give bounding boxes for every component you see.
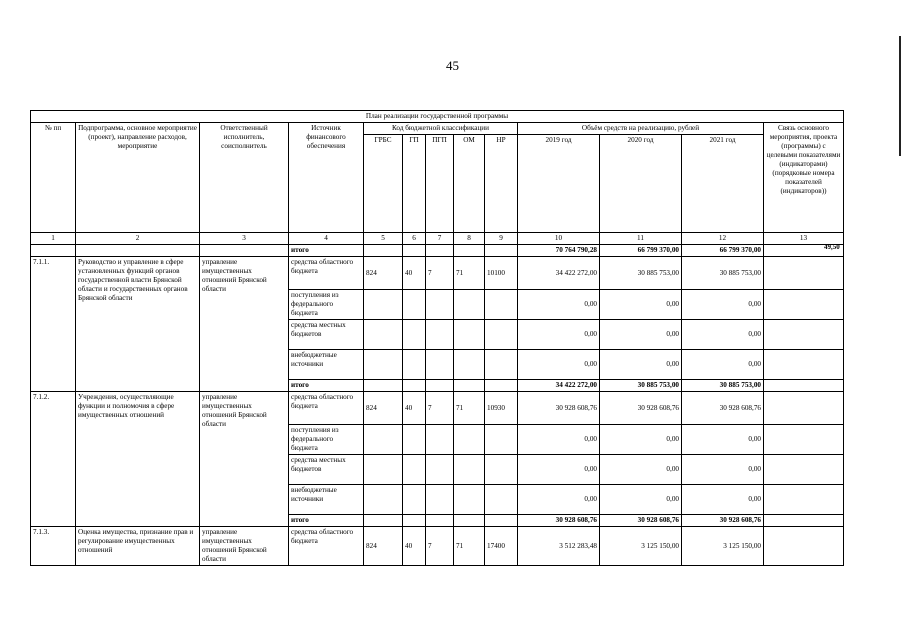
amount-2020: 0,00 <box>600 320 682 350</box>
itogo-2019: 30 928 608,76 <box>518 515 600 527</box>
code-om: 71 <box>454 527 485 566</box>
code-pgp <box>426 425 454 455</box>
funding-source: средства местных бюджетов <box>289 320 364 350</box>
table-row <box>31 392 844 425</box>
amount-2020: 0,00 <box>600 425 682 455</box>
col-number: 13 <box>764 233 844 245</box>
col-number: 9 <box>485 233 518 245</box>
col-number: 10 <box>518 233 600 245</box>
header-subprogram: Подпрограмма, основное мероприятие (проект), направление расходов, мероприятие <box>76 123 200 233</box>
code-om <box>454 290 485 320</box>
indicator-link-cell <box>764 380 844 392</box>
amount-2021: 0,00 <box>682 350 764 380</box>
header-2019: 2019 год <box>518 135 600 233</box>
code-nr <box>485 425 518 455</box>
header-grbs: ГРБС <box>364 135 403 233</box>
code-om <box>454 320 485 350</box>
col-number: 12 <box>682 233 764 245</box>
code-grbs: 824 <box>364 392 403 425</box>
code-grbs: 824 <box>364 527 403 566</box>
code-nr: 17400 <box>485 527 518 566</box>
itogo-2021: 30 885 753,00 <box>682 380 764 392</box>
funding-source: средства местных бюджетов <box>289 455 364 485</box>
col-number: 8 <box>454 233 485 245</box>
code-pgp <box>426 290 454 320</box>
code-gp <box>403 350 426 380</box>
code-gp <box>403 455 426 485</box>
empty-cell <box>485 380 518 392</box>
code-om <box>454 350 485 380</box>
itogo-2019: 70 764 790,28 <box>518 245 600 257</box>
amount-2020: 3 125 150,00 <box>600 527 682 566</box>
header-num: № пп <box>31 123 76 233</box>
section-number: 7.1.2. <box>31 392 76 527</box>
header-om: ОМ <box>454 135 485 233</box>
funding-source: средства областного бюджета <box>289 257 364 290</box>
table-caption: План реализации государственной программы <box>31 111 844 123</box>
itogo-2019: 34 422 272,00 <box>518 380 600 392</box>
empty-cell <box>426 380 454 392</box>
code-grbs: 824 <box>364 257 403 290</box>
itogo-2020: 66 799 370,00 <box>600 245 682 257</box>
amount-2020: 0,00 <box>600 455 682 485</box>
code-pgp <box>426 320 454 350</box>
indicator-link-cell <box>764 392 844 425</box>
code-nr <box>485 290 518 320</box>
code-pgp: 7 <box>426 527 454 566</box>
empty-cell <box>403 515 426 527</box>
code-pgp: 7 <box>426 392 454 425</box>
code-grbs <box>364 290 403 320</box>
section-number: 7.1.3. <box>31 527 76 566</box>
indicator-link-cell <box>764 527 844 566</box>
code-om: 71 <box>454 392 485 425</box>
empty-cell <box>364 515 403 527</box>
code-om <box>454 455 485 485</box>
scan-edge-line <box>899 36 901 156</box>
itogo-2021: 30 928 608,76 <box>682 515 764 527</box>
code-nr <box>485 485 518 515</box>
col-number: 4 <box>289 233 364 245</box>
funding-source: средства областного бюджета <box>289 527 364 566</box>
header-budget-code: Код бюджетной классификации <box>364 123 518 135</box>
section-executor: управление имущественных отношений Брянской области <box>200 527 289 566</box>
indicator-link-cell <box>764 290 844 320</box>
amount-2021: 30 928 608,76 <box>682 392 764 425</box>
itogo-label: итого <box>289 380 364 392</box>
code-grbs <box>364 455 403 485</box>
amount-2021: 3 125 150,00 <box>682 527 764 566</box>
code-gp: 40 <box>403 257 426 290</box>
amount-2019: 0,00 <box>518 455 600 485</box>
funding-source: поступления из федерального бюджета <box>289 290 364 320</box>
section-number: 7.1.1. <box>31 257 76 392</box>
col-number: 5 <box>364 233 403 245</box>
amount-2019: 0,00 <box>518 320 600 350</box>
code-nr <box>485 350 518 380</box>
empty-cell <box>403 380 426 392</box>
header-volume: Объём средств на реализацию, рублей <box>518 123 764 135</box>
header-2021: 2021 год <box>682 135 764 233</box>
section-name: Учреждения, осуществляющие функции и полномочия в сфере имущественных отношений <box>76 392 200 527</box>
empty-cell <box>364 380 403 392</box>
header-2020: 2020 год <box>600 135 682 233</box>
section-executor: управление имущественных отношений Брянской области <box>200 257 289 392</box>
section-name: Оценка имущества, признание прав и регулирование имущественных отношений <box>76 527 200 566</box>
indicator-note: 49,50 <box>824 243 840 251</box>
col-number: 2 <box>76 233 200 245</box>
amount-2019: 0,00 <box>518 425 600 455</box>
header-gp: ГП <box>403 135 426 233</box>
code-grbs <box>364 425 403 455</box>
header-pgp: ПГП <box>426 135 454 233</box>
amount-2019: 30 928 608,76 <box>518 392 600 425</box>
code-grbs <box>364 320 403 350</box>
code-gp <box>403 290 426 320</box>
code-grbs <box>364 485 403 515</box>
amount-2021: 0,00 <box>682 320 764 350</box>
code-gp: 40 <box>403 392 426 425</box>
funding-source: внебюджетные источники <box>289 350 364 380</box>
amount-2020: 0,00 <box>600 485 682 515</box>
header-nr: НР <box>485 135 518 233</box>
col-number: 7 <box>426 233 454 245</box>
code-pgp <box>426 350 454 380</box>
program-plan-table <box>30 110 844 566</box>
amount-2020: 30 885 753,00 <box>600 257 682 290</box>
itogo-label: итого <box>289 245 364 257</box>
amount-2020: 0,00 <box>600 290 682 320</box>
code-om <box>454 485 485 515</box>
amount-2021: 0,00 <box>682 425 764 455</box>
funding-source: поступления из федерального бюджета <box>289 425 364 455</box>
header-source: Источник финансового обеспечения <box>289 123 364 233</box>
itogo-label: итого <box>289 515 364 527</box>
indicator-link-cell <box>764 485 844 515</box>
table-row <box>31 257 844 290</box>
code-gp <box>403 320 426 350</box>
code-grbs <box>364 350 403 380</box>
indicator-link-cell <box>764 425 844 455</box>
amount-2021: 0,00 <box>682 290 764 320</box>
table-row <box>31 527 844 566</box>
code-pgp <box>426 485 454 515</box>
amount-2020: 30 928 608,76 <box>600 392 682 425</box>
page-number: 45 <box>446 58 459 73</box>
header-link: Связь основного мероприятия, проекта (программы) с целевыми показателями (индикаторами) (порядковые номера показателей (индикаторов)) <box>764 123 844 233</box>
col-number: 6 <box>403 233 426 245</box>
itogo-2020: 30 928 608,76 <box>600 515 682 527</box>
indicator-link-cell <box>764 257 844 290</box>
indicator-link-cell <box>764 515 844 527</box>
amount-2020: 0,00 <box>600 350 682 380</box>
top-itogo-row <box>31 245 844 257</box>
amount-2021: 0,00 <box>682 485 764 515</box>
indicator-link-cell <box>764 455 844 485</box>
indicator-link-cell <box>764 320 844 350</box>
section-executor: управление имущественных отношений Брянской области <box>200 392 289 527</box>
code-gp: 40 <box>403 527 426 566</box>
code-pgp <box>426 455 454 485</box>
code-pgp: 7 <box>426 257 454 290</box>
amount-2019: 34 422 272,00 <box>518 257 600 290</box>
code-gp <box>403 485 426 515</box>
code-nr: 10930 <box>485 392 518 425</box>
amount-2021: 30 885 753,00 <box>682 257 764 290</box>
code-om: 71 <box>454 257 485 290</box>
amount-2019: 0,00 <box>518 350 600 380</box>
funding-source: средства областного бюджета <box>289 392 364 425</box>
amount-2021: 0,00 <box>682 455 764 485</box>
header-executor: Ответственный исполнитель, соисполнитель <box>200 123 289 233</box>
code-nr <box>485 455 518 485</box>
indicator-link-cell <box>764 350 844 380</box>
empty-cell <box>454 380 485 392</box>
amount-2019: 3 512 283,48 <box>518 527 600 566</box>
empty-cell <box>426 515 454 527</box>
code-nr: 10100 <box>485 257 518 290</box>
col-number: 1 <box>31 233 76 245</box>
code-gp <box>403 425 426 455</box>
funding-source: внебюджетные источники <box>289 485 364 515</box>
col-number: 3 <box>200 233 289 245</box>
itogo-2021: 66 799 370,00 <box>682 245 764 257</box>
code-om <box>454 425 485 455</box>
empty-cell <box>454 515 485 527</box>
empty-cell <box>485 515 518 527</box>
itogo-2020: 30 885 753,00 <box>600 380 682 392</box>
section-name: Руководство и управление в сфере установленных функций органов государственной власти Брянской области и государственных органов Брянской области <box>76 257 200 392</box>
amount-2019: 0,00 <box>518 485 600 515</box>
code-nr <box>485 320 518 350</box>
amount-2019: 0,00 <box>518 290 600 320</box>
col-number: 11 <box>600 233 682 245</box>
column-number-row <box>31 233 844 245</box>
